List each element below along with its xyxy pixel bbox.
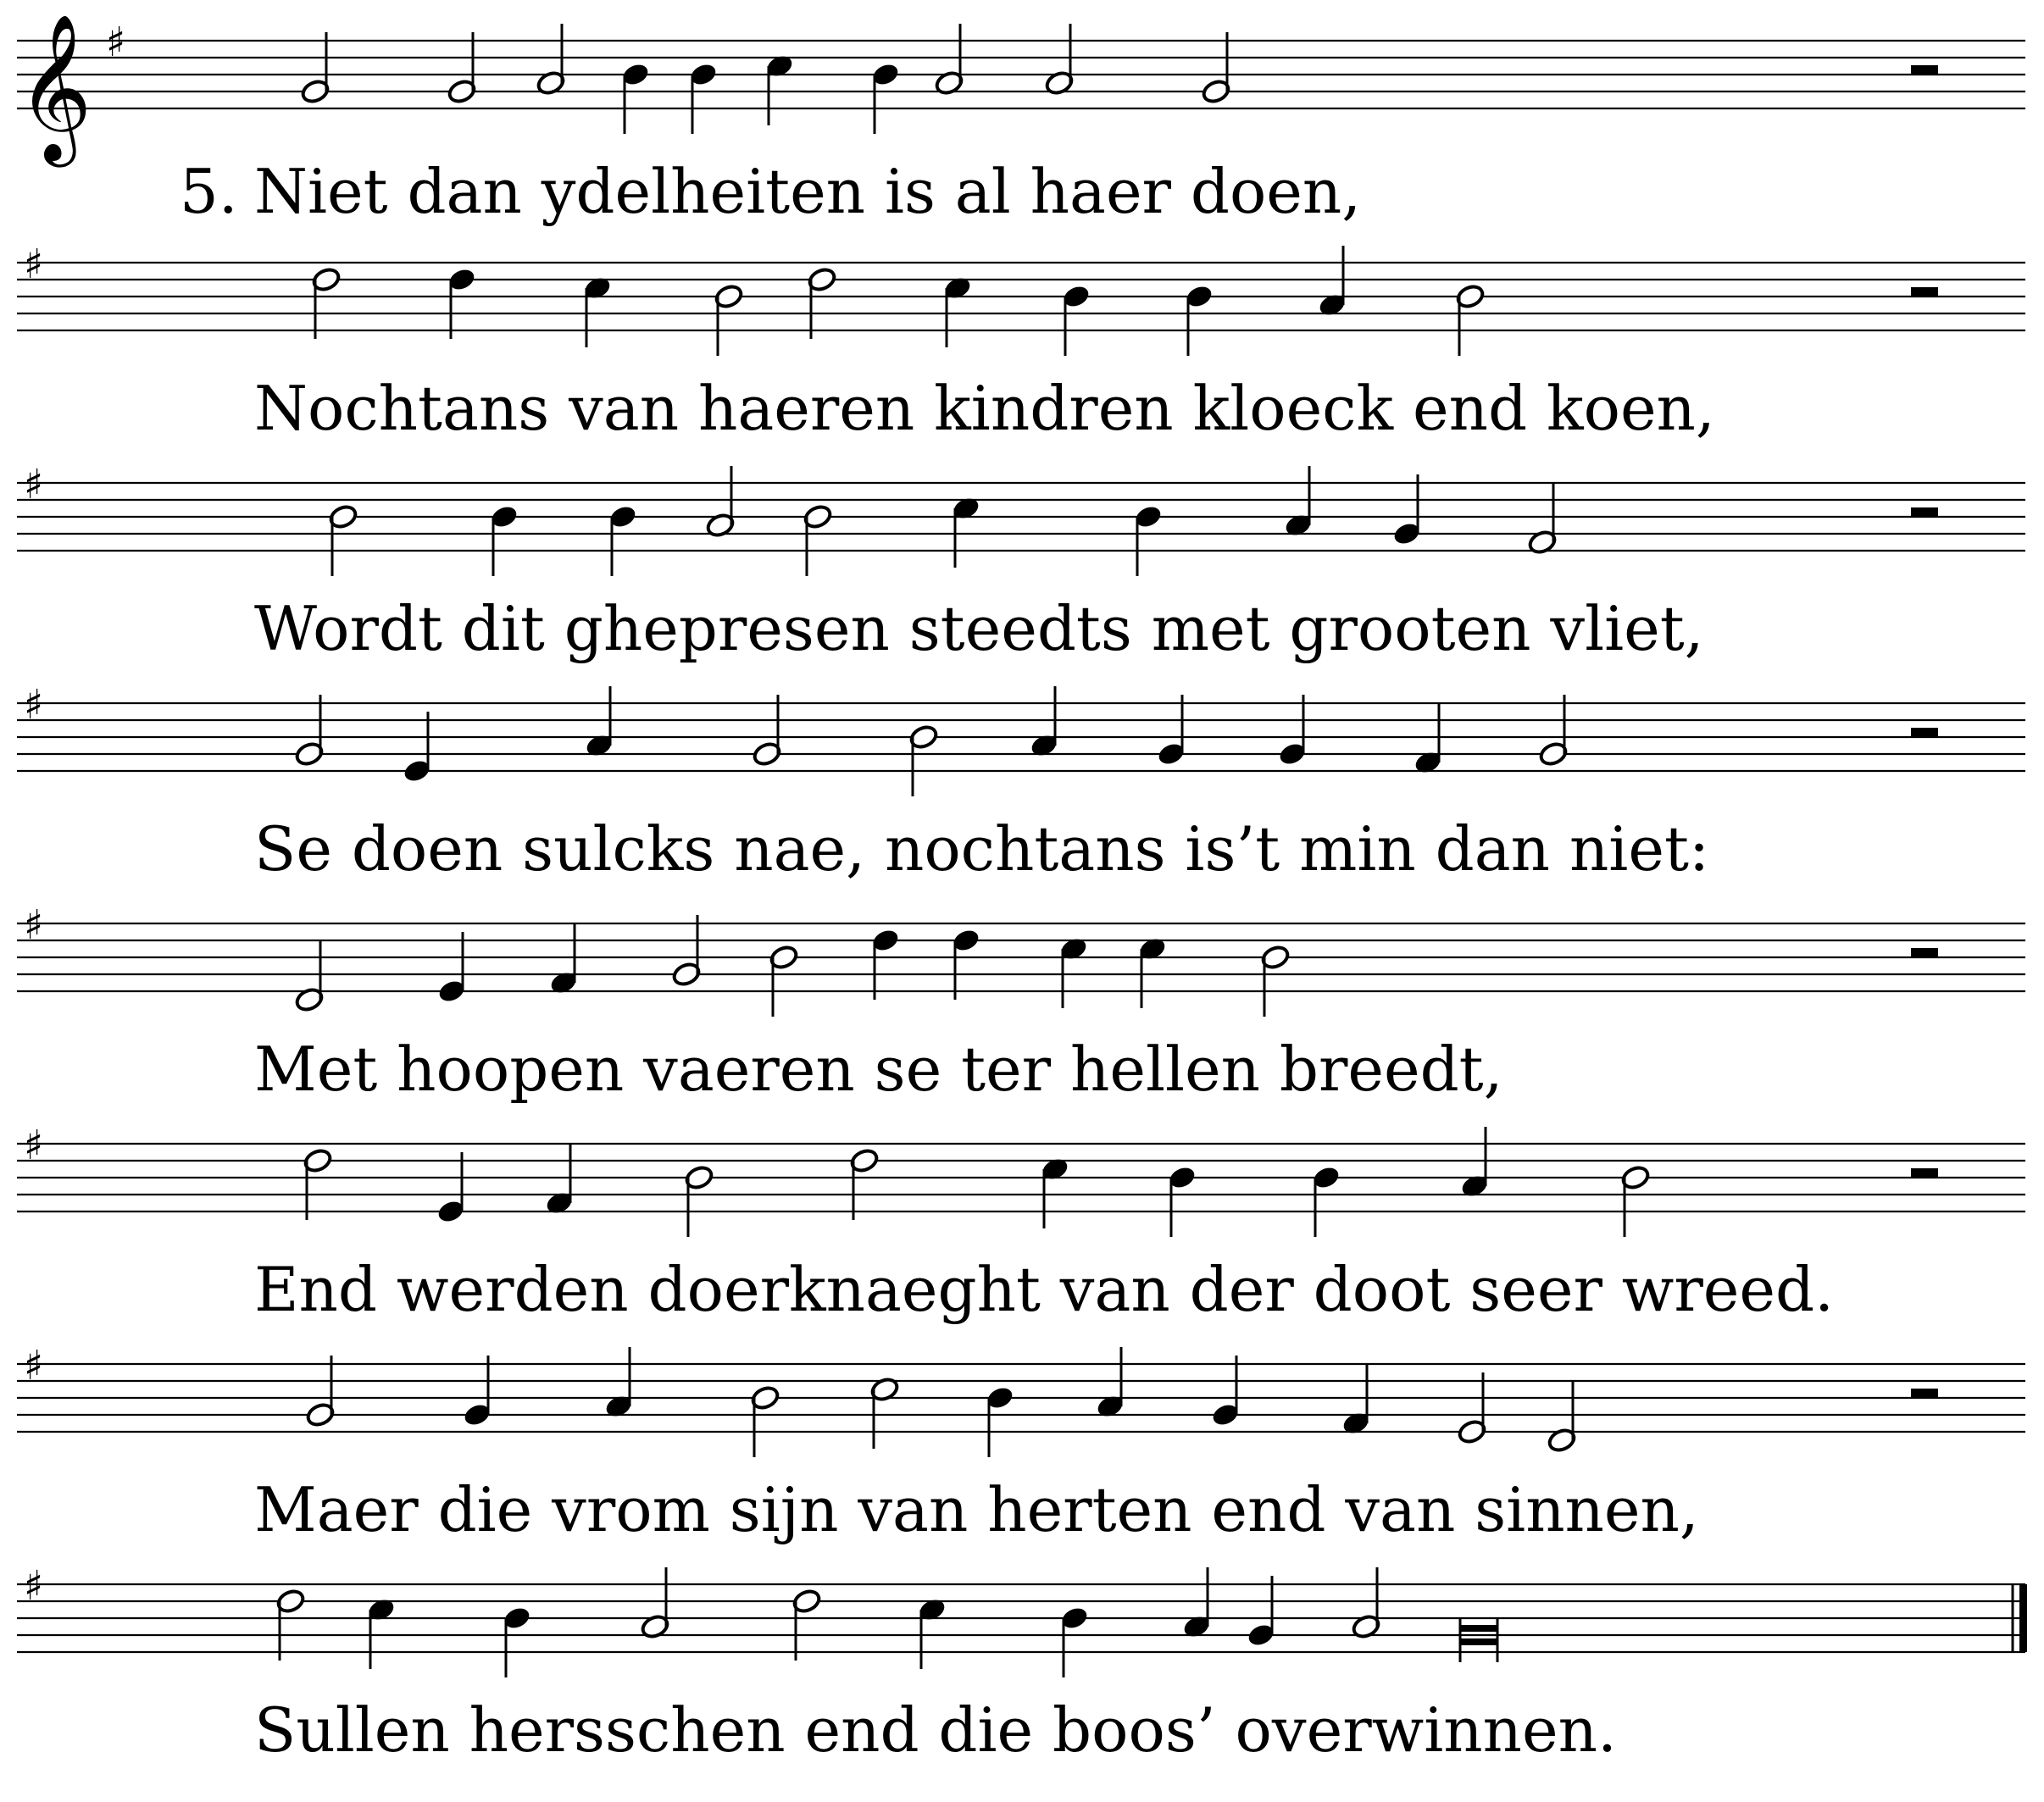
lyric-line: Met hoopen vaeren se ter hellen breedt, [254, 1034, 1503, 1105]
verse-number: 5. [180, 156, 238, 227]
sharp-icon: ♯ [106, 19, 126, 66]
lyric-line: Wordt dit ghepresen steedts met grooten vliet, [254, 593, 1704, 664]
lyric-line: Nochtans van haeren kindren kloeck end koen, [254, 373, 1715, 444]
sharp-icon: ♯ [24, 681, 44, 729]
lyric-line: Niet dan ydelheiten is al haer doen, [254, 156, 1362, 227]
sharp-icon: ♯ [24, 1122, 44, 1169]
sharp-icon: ♯ [24, 1342, 44, 1389]
staff-system [17, 1342, 2025, 1457]
rest-icon [1911, 948, 1938, 957]
lyric-line: End werden doerknaeght van der doot seer wreed. [254, 1254, 1834, 1325]
lyric-line: Se doen sulcks nae, nochtans is’t min dan niet: [254, 813, 1710, 884]
rest-icon [1911, 65, 1938, 75]
sharp-icon: ♯ [24, 241, 44, 288]
rest-icon [1911, 1168, 1938, 1178]
staff-system [17, 461, 2025, 576]
final-note-icon [1460, 1618, 1497, 1662]
staff-system [17, 1122, 2025, 1237]
sharp-icon: ♯ [24, 901, 44, 949]
lyric-line: Sullen hersschen end die boos’ overwinnen. [254, 1694, 1617, 1766]
sharp-icon: ♯ [24, 1562, 44, 1610]
treble-clef-icon: 𝄞 [17, 14, 92, 161]
staff-system [17, 901, 2025, 1017]
final-barline [2019, 1584, 2027, 1652]
lyric-line: Maer die vrom sijn van herten end van sinnen, [254, 1474, 1699, 1545]
staff-system [17, 241, 2025, 356]
staff-system [17, 1562, 2027, 1677]
rest-icon [1911, 287, 1938, 297]
rest-icon [1911, 728, 1938, 737]
staff-system [17, 14, 2025, 168]
sharp-icon: ♯ [24, 461, 44, 508]
staff-system [17, 681, 2025, 796]
rest-icon [1911, 1389, 1938, 1398]
rest-icon [1911, 507, 1938, 517]
